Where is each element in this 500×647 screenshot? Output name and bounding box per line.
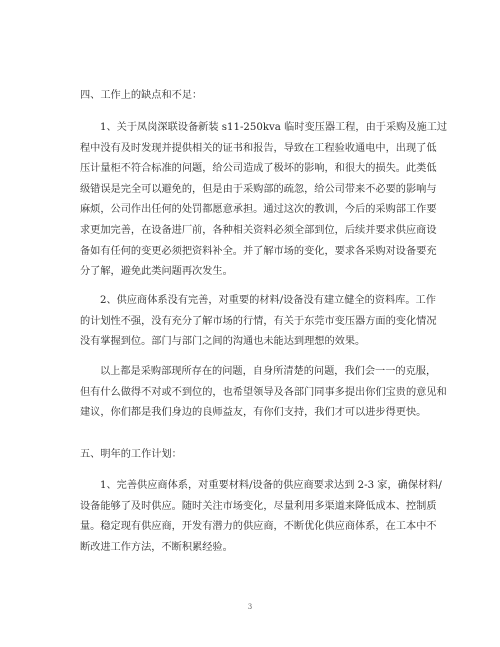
text-line: 分了解，避免此类问题再次发生。	[80, 266, 233, 278]
section-5-heading: 五、明年的工作计划：	[80, 449, 182, 460]
text-line: 求更加完善，在设备进厂前，各种相关资料必须全部到位，后续并要求供应商设	[80, 224, 437, 236]
text-line: 但有什么做得不对或不到位的，也希望领导及各部门同事多提出你们宝贵的意见和	[80, 386, 447, 398]
text-line: 量。稳定现有供应商，开发有潜力的供应商，不断优化供应商体系，在工本中不	[80, 521, 437, 533]
paragraph-1	[80, 118, 448, 283]
paragraph-2	[80, 291, 437, 353]
text-line: 1、完善供应商体系，对重要材料/设备的供应商要求达到 2-3 家，确保材料/	[100, 480, 442, 491]
text-line: 的计划性不强，没有充分了解市场的行情，有关于东莞市变压器方面的变化情况	[80, 315, 437, 327]
text-line: 2、供应商体系没有完善，对重要的材料/设备没有建立健全的资料库。工作	[100, 295, 436, 306]
text-line: 级错误是完全可以避免的，但是由于采购部的疏忽，给公司带来不必要的影响与	[80, 183, 437, 195]
text-line: 备如有任何的变更必须把资料补全。并了解市场的变化，要求各采购对设备要充	[80, 245, 437, 257]
section-4-heading: 四、工作上的缺点和不足：	[80, 90, 203, 101]
text-line: 设备能够了及时供应。随时关注市场变化，尽量利用多渠道来降低成本、控制质	[80, 500, 437, 512]
text-line: 压计量柜不符合标准的问题，给公司造成了极坏的影响，和很大的损失。此类低	[80, 163, 437, 175]
text-line: 程中没有及时发现并提供相关的证书和报告，导致在工程验收通电中，出现了低	[80, 142, 437, 154]
paragraph-3	[80, 362, 447, 424]
text-line: 麻烦，公司作出任何的处罚都愿意承担。通过这次的教训，今后的采购部工作要	[80, 204, 437, 216]
text-line: 1、关于凤岗深联设备新装 s11-250kva 临时变压器工程，由于采购及施工过	[100, 122, 448, 133]
text-line: 断改进工作方法，不断积累经验。	[80, 541, 233, 553]
page-number: 3	[247, 603, 253, 611]
text-line: 建议，你们都是我们身边的良师益友，有你们支持，我们才可以进步得更快。	[80, 407, 427, 419]
text-line: 以上都是采购部现所存在的问题，自身所清楚的问题，我们会一一的克服，	[100, 366, 437, 377]
paragraph-4	[80, 476, 442, 558]
text-line: 没有掌握到位。部门与部门之间的沟通也未能达到理想的效果。	[80, 336, 366, 348]
